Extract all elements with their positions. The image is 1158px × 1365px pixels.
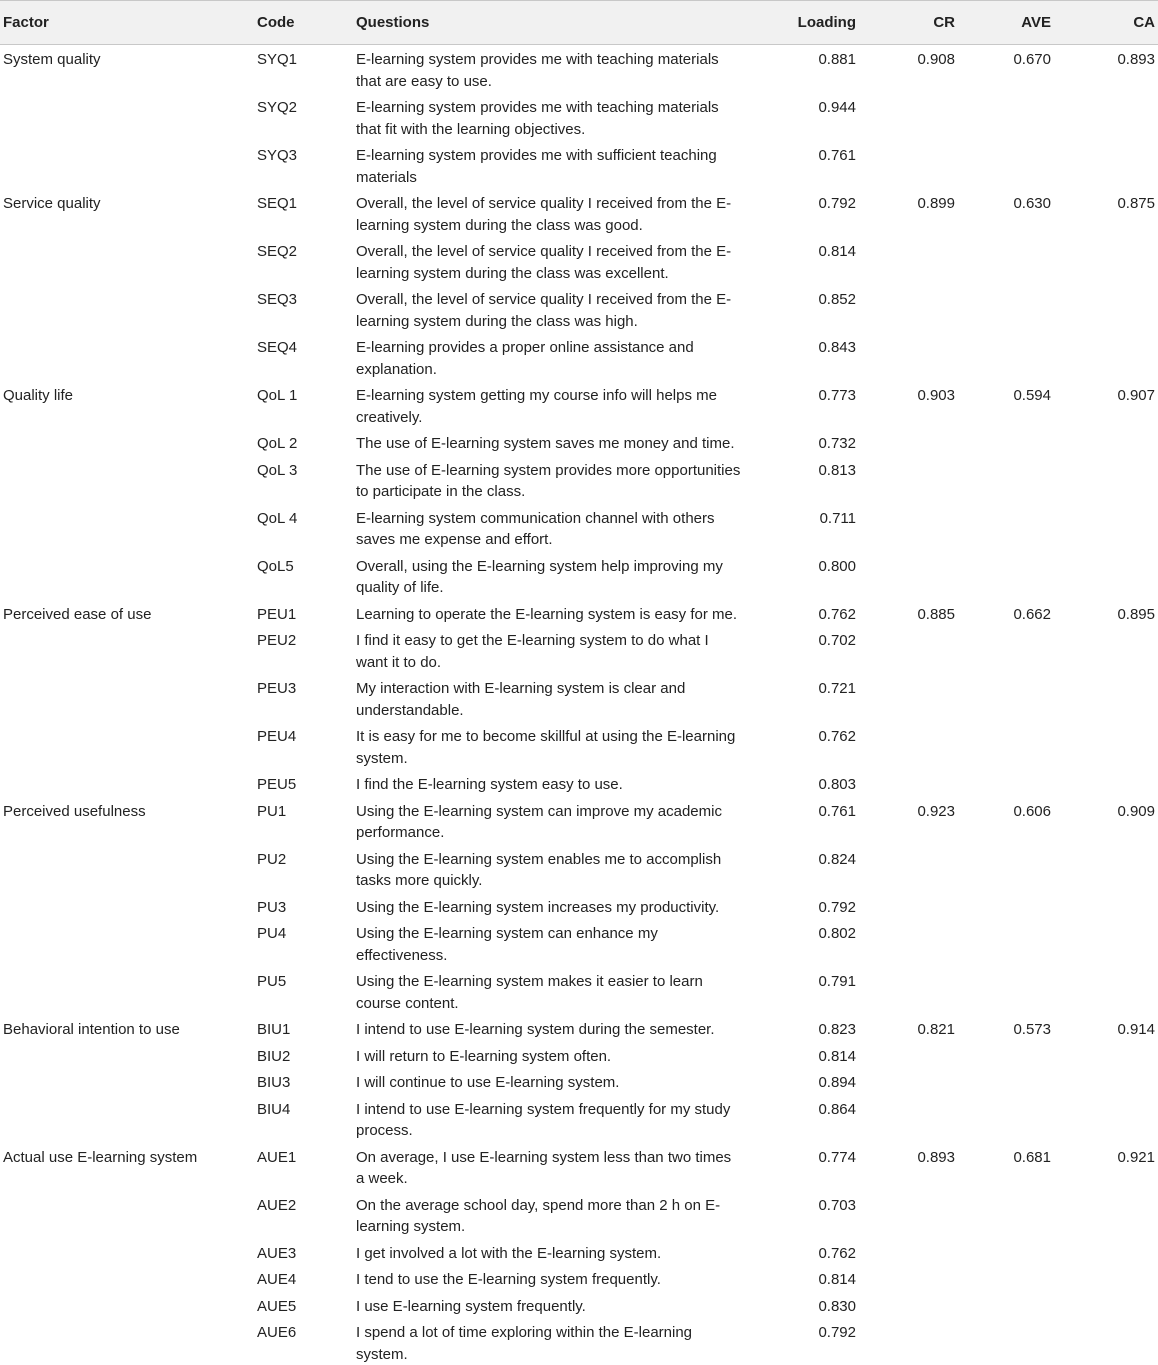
factor-cell — [0, 333, 257, 381]
question-text: I tend to use the E-learning system frequently. — [356, 1271, 661, 1288]
ca-cell: 0.914 — [1117, 1021, 1155, 1038]
cr-cell: 0.903 — [917, 387, 955, 404]
question-text: E-learning provides a proper online assistance and explanation. — [356, 339, 694, 378]
ave-cell — [955, 845, 1051, 893]
loading-cell: 0.814 — [818, 1047, 856, 1065]
ave-cell — [955, 674, 1051, 722]
loading-cell: 0.852 — [818, 291, 856, 308]
cr-cell — [856, 1068, 955, 1095]
question-cell — [356, 1015, 776, 1042]
ave-cell — [955, 1239, 1051, 1266]
code-cell: QoL 3 — [257, 461, 298, 479]
table-row — [0, 237, 1158, 285]
ave-cell — [955, 552, 1051, 600]
question-cell — [356, 141, 776, 189]
loading-cell: 0.823 — [818, 1021, 856, 1038]
question-cell — [356, 552, 776, 600]
ave-cell — [955, 1042, 1051, 1069]
ca-cell: 0.893 — [1117, 51, 1155, 68]
ave-cell — [955, 1191, 1051, 1239]
code-cell: QoL 2 — [257, 435, 298, 452]
table-row — [0, 1143, 1158, 1191]
factor-cell — [0, 674, 257, 722]
ave-cell — [955, 1318, 1051, 1365]
ca-cell — [1051, 552, 1158, 600]
question-cell — [356, 504, 776, 552]
factor-cell — [0, 722, 257, 770]
code-cell: SEQ2 — [257, 243, 298, 260]
factor-cell — [0, 1042, 257, 1069]
loading-cell: 0.762 — [818, 1244, 856, 1262]
table-row — [0, 1015, 1158, 1042]
factor-cell: Service quality — [3, 195, 101, 212]
ca-cell — [1051, 845, 1158, 893]
cr-cell: 0.923 — [917, 802, 955, 820]
code-cell: AUE1 — [257, 1148, 297, 1166]
ave-cell — [955, 919, 1051, 967]
question-cell — [356, 1191, 776, 1239]
cr-cell — [856, 1042, 955, 1069]
table-row — [0, 381, 1158, 429]
table-row — [0, 285, 1158, 333]
table-row — [0, 626, 1158, 674]
question-text: I use E-learning system frequently. — [356, 1297, 586, 1315]
loading-cell: 0.721 — [818, 680, 856, 697]
ave-cell: 0.573 — [1013, 1021, 1051, 1038]
factor-cell — [0, 626, 257, 674]
loading-cell: 0.800 — [818, 557, 856, 575]
question-text: On average, I use E-learning system less than two times a week. — [356, 1148, 732, 1187]
cr-cell — [856, 845, 955, 893]
code-cell: PU4 — [257, 925, 287, 942]
code-cell: AUE6 — [257, 1324, 297, 1341]
cr-cell — [856, 722, 955, 770]
factor-cell — [0, 1292, 257, 1319]
question-text: Learning to operate the E-learning system is easy for me. — [356, 605, 738, 623]
factor-cell: Quality life — [3, 387, 74, 404]
factor-cell — [0, 1191, 257, 1239]
loading-cell: 0.864 — [818, 1100, 856, 1118]
ave-cell: 0.606 — [1013, 802, 1051, 820]
header-row — [0, 1, 1158, 45]
question-text: Overall, using the E-learning system help improving my quality of life. — [356, 557, 723, 596]
ca-cell: 0.875 — [1117, 195, 1155, 212]
question-text: I find it easy to get the E-learning system to do what I want it to do. — [356, 632, 709, 671]
loading-cell: 0.792 — [818, 898, 856, 916]
question-cell — [356, 967, 776, 1015]
code-cell: QoL5 — [257, 557, 294, 575]
cr-cell — [856, 1318, 955, 1365]
factor-cell — [0, 1318, 257, 1365]
ave-cell: 0.681 — [1013, 1148, 1051, 1166]
question-cell — [356, 189, 776, 237]
cr-cell: 0.885 — [917, 605, 955, 623]
ave-cell: 0.630 — [1013, 195, 1051, 212]
table-row — [0, 1318, 1158, 1365]
question-cell — [356, 919, 776, 967]
table-row — [0, 1068, 1158, 1095]
cr-cell — [856, 626, 955, 674]
question-text: Overall, the level of service quality I received from the E-learning system during the class was excellent. — [356, 243, 732, 282]
ca-cell — [1051, 1191, 1158, 1239]
ave-cell — [955, 237, 1051, 285]
factor-cell — [0, 504, 257, 552]
ca-cell — [1051, 893, 1158, 920]
cr-cell — [856, 893, 955, 920]
code-cell: PU3 — [257, 898, 287, 916]
code-cell: PU2 — [257, 850, 287, 868]
header-cr: CR — [933, 14, 955, 31]
ca-cell: 0.921 — [1117, 1148, 1155, 1166]
cr-cell — [856, 1239, 955, 1266]
code-cell: PEU3 — [257, 680, 297, 697]
question-cell — [356, 1318, 776, 1365]
question-cell — [356, 626, 776, 674]
question-text: I spend a lot of time exploring within the E-learning system. — [356, 1324, 693, 1363]
ave-cell: 0.662 — [1013, 605, 1051, 623]
ca-cell — [1051, 1068, 1158, 1095]
table-row — [0, 429, 1158, 456]
cr-cell — [856, 285, 955, 333]
table-row — [0, 674, 1158, 722]
question-text: It is easy for me to become skillful at using the E-learning system. — [356, 728, 736, 767]
ave-cell — [955, 504, 1051, 552]
loading-cell: 0.792 — [818, 1324, 856, 1341]
factor-cell — [0, 1095, 257, 1143]
cr-cell — [856, 674, 955, 722]
question-text: The use of E-learning system provides more opportunities to participate in the class. — [356, 461, 741, 500]
ca-cell — [1051, 1265, 1158, 1292]
table-header — [0, 1, 1158, 45]
loading-cell: 0.814 — [818, 243, 856, 260]
factor-cell: Perceived usefulness — [3, 802, 146, 820]
question-text: E-learning system communication channel with others saves me expense and effort. — [356, 509, 715, 548]
ave-cell — [955, 456, 1051, 504]
question-text: On the average school day, spend more than 2 h on E-learning system. — [356, 1196, 721, 1235]
table-row — [0, 333, 1158, 381]
ave-cell — [955, 429, 1051, 456]
header-code: Code — [257, 14, 295, 31]
header-ave: AVE — [1021, 14, 1051, 31]
ave-cell — [955, 626, 1051, 674]
question-text: The use of E-learning system saves me money and time. — [356, 435, 735, 452]
question-cell — [356, 1143, 776, 1191]
code-cell: BIU1 — [257, 1021, 291, 1038]
cr-cell — [856, 141, 955, 189]
question-text: E-learning system provides me with teaching materials that are easy to use. — [356, 51, 719, 90]
question-cell — [356, 1265, 776, 1292]
ca-cell — [1051, 1239, 1158, 1266]
code-cell: SEQ4 — [257, 339, 298, 356]
cr-cell — [856, 504, 955, 552]
ave-cell — [955, 333, 1051, 381]
ca-cell — [1051, 1292, 1158, 1319]
question-text: E-learning system provides me with sufficient teaching materials — [356, 147, 717, 186]
ave-cell — [955, 1095, 1051, 1143]
factor-cell — [0, 1239, 257, 1266]
factor-cell — [0, 845, 257, 893]
loading-cell: 0.792 — [818, 195, 856, 212]
table-row — [0, 456, 1158, 504]
header-loading: Loading — [797, 14, 856, 31]
question-cell — [356, 600, 776, 627]
factor-cell — [0, 1265, 257, 1292]
ave-cell — [955, 93, 1051, 141]
loading-cell: 0.814 — [818, 1271, 856, 1288]
code-cell: AUE2 — [257, 1196, 297, 1214]
ca-cell — [1051, 674, 1158, 722]
question-cell — [356, 237, 776, 285]
cr-cell — [856, 919, 955, 967]
factor-cell — [0, 552, 257, 600]
code-cell: SYQ3 — [257, 147, 298, 164]
factor-cell: Perceived ease of use — [3, 605, 152, 623]
ca-cell — [1051, 722, 1158, 770]
ave-cell — [955, 285, 1051, 333]
table-body — [0, 45, 1158, 1365]
ave-cell — [955, 1265, 1051, 1292]
ca-cell — [1051, 626, 1158, 674]
factor-cell — [0, 456, 257, 504]
loading-cell: 0.732 — [818, 435, 856, 452]
loading-cell: 0.761 — [818, 147, 856, 164]
cr-cell: 0.908 — [917, 51, 955, 68]
factor-cell — [0, 141, 257, 189]
cr-cell — [856, 1191, 955, 1239]
ca-cell: 0.907 — [1117, 387, 1155, 404]
cr-cell — [856, 1292, 955, 1319]
ca-cell — [1051, 919, 1158, 967]
question-cell — [356, 429, 776, 456]
table-row — [0, 919, 1158, 967]
ave-cell: 0.594 — [1013, 387, 1051, 404]
ca-cell — [1051, 770, 1158, 797]
table-row — [0, 722, 1158, 770]
ca-cell — [1051, 429, 1158, 456]
factor-cell: Behavioral intention to use — [3, 1021, 180, 1038]
question-cell — [356, 770, 776, 797]
ave-cell — [955, 722, 1051, 770]
code-cell: PEU5 — [257, 776, 297, 793]
factor-cell: Actual use E-learning system — [3, 1148, 198, 1166]
question-text: I get involved a lot with the E-learning system. — [356, 1244, 662, 1262]
loading-cell: 0.803 — [818, 776, 856, 793]
table-row — [0, 1095, 1158, 1143]
ca-cell — [1051, 333, 1158, 381]
ave-cell: 0.670 — [1013, 51, 1051, 68]
ave-cell — [955, 141, 1051, 189]
loading-cell: 0.762 — [818, 605, 856, 623]
factor-cell — [0, 93, 257, 141]
loading-cell: 0.894 — [818, 1074, 856, 1091]
code-cell: BIU3 — [257, 1074, 291, 1091]
ca-cell — [1051, 1318, 1158, 1365]
loading-cell: 0.791 — [818, 973, 856, 990]
cr-cell — [856, 333, 955, 381]
factor-cell — [0, 919, 257, 967]
cr-cell — [856, 1265, 955, 1292]
cr-cell — [856, 429, 955, 456]
code-cell: SEQ1 — [257, 195, 298, 212]
code-cell: AUE5 — [257, 1297, 297, 1315]
table-row — [0, 770, 1158, 797]
code-cell: BIU2 — [257, 1047, 291, 1065]
question-text: I will return to E-learning system often. — [356, 1047, 612, 1065]
code-cell: QoL 1 — [257, 387, 298, 404]
question-text: Using the E-learning system can enhance my effectiveness. — [356, 925, 658, 964]
loading-cell: 0.824 — [818, 850, 856, 868]
ca-cell: 0.909 — [1117, 802, 1155, 820]
ca-cell — [1051, 504, 1158, 552]
code-cell: SYQ2 — [257, 99, 298, 116]
question-cell — [356, 333, 776, 381]
loading-cell: 0.773 — [818, 387, 856, 404]
question-text: Using the E-learning system increases my productivity. — [356, 898, 720, 916]
ca-cell — [1051, 967, 1158, 1015]
ave-cell — [955, 893, 1051, 920]
question-text: I find the E-learning system easy to use. — [356, 776, 623, 793]
loading-cell: 0.944 — [818, 99, 856, 116]
loading-cell: 0.802 — [818, 925, 856, 942]
factor-cell — [0, 770, 257, 797]
question-cell — [356, 722, 776, 770]
table-row — [0, 1239, 1158, 1266]
factor-cell — [0, 967, 257, 1015]
question-cell — [356, 1068, 776, 1095]
code-cell: QoL 4 — [257, 509, 298, 527]
question-cell — [356, 1239, 776, 1266]
question-text: E-learning system getting my course info will helps me creatively. — [356, 387, 717, 426]
ca-cell — [1051, 237, 1158, 285]
loading-cell: 0.843 — [818, 339, 856, 356]
table-row — [0, 893, 1158, 920]
factor-cell — [0, 893, 257, 920]
header-ca: CA — [1133, 14, 1155, 31]
table-row — [0, 1265, 1158, 1292]
question-text: Using the E-learning system can improve my academic performance. — [356, 802, 722, 841]
question-cell — [356, 1095, 776, 1143]
question-text: E-learning system provides me with teaching materials that fit with the learning objectives. — [356, 99, 719, 138]
table-row — [0, 504, 1158, 552]
cr-cell — [856, 1095, 955, 1143]
table-row — [0, 93, 1158, 141]
loading-cell: 0.830 — [818, 1297, 856, 1315]
code-cell: PEU4 — [257, 728, 297, 745]
question-cell — [356, 893, 776, 920]
header-questions: Questions — [356, 14, 430, 31]
factor-cell: System quality — [3, 51, 101, 68]
cr-cell: 0.821 — [917, 1021, 955, 1038]
question-cell — [356, 381, 776, 429]
ca-cell — [1051, 93, 1158, 141]
code-cell: SYQ1 — [257, 51, 298, 68]
cr-cell: 0.899 — [917, 195, 955, 212]
question-cell — [356, 674, 776, 722]
loading-cell: 0.711 — [819, 509, 856, 527]
code-cell: SEQ3 — [257, 291, 298, 308]
question-cell — [356, 845, 776, 893]
code-cell: AUE3 — [257, 1244, 297, 1262]
question-cell — [356, 456, 776, 504]
cr-cell — [856, 93, 955, 141]
question-cell — [356, 1292, 776, 1319]
cr-cell — [856, 770, 955, 797]
cr-cell — [856, 967, 955, 1015]
question-cell — [356, 797, 776, 845]
table-row — [0, 189, 1158, 237]
ca-cell — [1051, 1095, 1158, 1143]
question-text: I will continue to use E-learning system. — [356, 1074, 620, 1091]
ca-cell — [1051, 141, 1158, 189]
ca-cell: 0.895 — [1117, 605, 1155, 623]
loading-cell: 0.881 — [818, 51, 856, 68]
factor-cell — [0, 237, 257, 285]
question-cell — [356, 1042, 776, 1069]
header-factor: Factor — [3, 14, 49, 31]
table-row — [0, 45, 1158, 94]
factor-cell — [0, 429, 257, 456]
code-cell: BIU4 — [257, 1100, 291, 1118]
table-row — [0, 797, 1158, 845]
loading-cell: 0.774 — [818, 1148, 856, 1166]
table-row — [0, 141, 1158, 189]
question-text: Overall, the level of service quality I received from the E-learning system during the class was high. — [356, 291, 732, 330]
loading-cell: 0.761 — [818, 802, 856, 820]
question-text: I intend to use E-learning system during the semester. — [356, 1021, 715, 1038]
factor-cell — [0, 1068, 257, 1095]
question-cell — [356, 285, 776, 333]
ave-cell — [955, 770, 1051, 797]
code-cell: PU1 — [257, 802, 287, 820]
table-row — [0, 552, 1158, 600]
code-cell: AUE4 — [257, 1271, 297, 1288]
loading-cell: 0.762 — [818, 728, 856, 745]
code-cell: PEU1 — [257, 605, 297, 623]
question-text: Overall, the level of service quality I received from the E-learning system during the class was good. — [356, 195, 732, 234]
factor-cell — [0, 285, 257, 333]
question-cell — [356, 93, 776, 141]
table-row — [0, 1292, 1158, 1319]
ca-cell — [1051, 456, 1158, 504]
ave-cell — [955, 1292, 1051, 1319]
table-row — [0, 1042, 1158, 1069]
ca-cell — [1051, 1042, 1158, 1069]
ave-cell — [955, 1068, 1051, 1095]
question-text: My interaction with E-learning system is clear and understandable. — [356, 680, 686, 719]
table-row — [0, 967, 1158, 1015]
cr-cell — [856, 552, 955, 600]
table-row — [0, 600, 1158, 627]
ca-cell — [1051, 285, 1158, 333]
question-cell — [356, 45, 776, 94]
question-text: Using the E-learning system makes it easier to learn course content. — [356, 973, 703, 1012]
table-row — [0, 845, 1158, 893]
code-cell: PEU2 — [257, 632, 297, 649]
loading-cell: 0.813 — [818, 461, 856, 479]
question-text: Using the E-learning system enables me to accomplish tasks more quickly. — [356, 850, 722, 889]
loading-cell: 0.702 — [818, 632, 856, 649]
cr-cell — [856, 456, 955, 504]
ave-cell — [955, 967, 1051, 1015]
cr-cell — [856, 237, 955, 285]
table-row — [0, 1191, 1158, 1239]
code-cell: PU5 — [257, 973, 287, 990]
cr-cell: 0.893 — [917, 1148, 955, 1166]
loading-cell: 0.703 — [818, 1196, 856, 1214]
question-text: I intend to use E-learning system frequently for my study process. — [356, 1100, 731, 1139]
